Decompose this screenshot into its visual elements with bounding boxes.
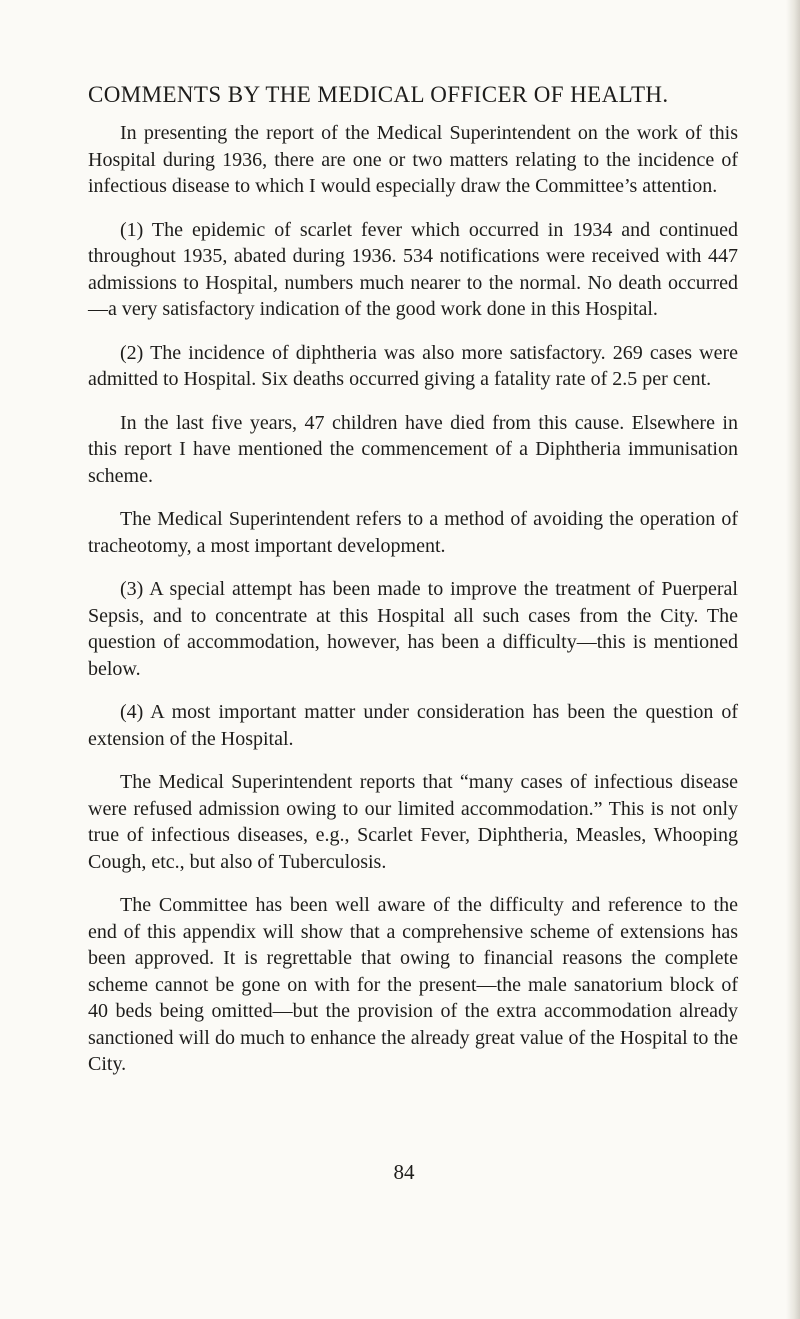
paragraph-puerperal-sepsis: (3) A special attempt has been made to improve the treatment of Puerperal Sepsis, and to concentrate at this Hospital all such cases from the City. The question of accommodation, however, has been a difficulty—this is mentioned below. [88, 578, 738, 680]
paragraph-extension: (4) A most important matter under consideration has been the question of extension of the Hospital. [88, 701, 738, 750]
body-text [88, 120, 738, 1095]
paragraph-intro: In presenting the report of the Medical Superintendent on the work of this Hospital during 1936, there are one or two matters relating to the incidence of infectious disease to which I would especially draw the Committee’s attention. [88, 122, 738, 197]
page-edge-shadow [786, 0, 800, 1319]
paragraph-scarlet-fever: (1) The epidemic of scarlet fever which occurred in 1934 and continued throughout 1935, abated during 1936. 534 notifications were received with 447 admissions to Hospital, numbers much nearer to the normal. No death occurred—a very satisfactory indication of the good work done in this Hospital. [88, 218, 738, 320]
page-number: 84 [393, 1160, 415, 1184]
paragraph-extensions-scheme: The Committee has been well aware of the difficulty and reference to the end of this appendix will show that a comprehensive scheme of extensions has been approved. It is regrettable that owing to financial reasons the complete scheme cannot be gone on with for the present—the male sanatorium block of 40 beds being omitted—but the provision of the extra accommodation already sanctioned will do much to enhance the already great value of the Hospital to the City. [88, 894, 738, 1075]
paragraph-diphtheria: (2) The incidence of diphtheria was also more satisfactory. 269 cases were admitted to Hospital. Six deaths occurred giving a fatality rate of 2.5 per cent. [88, 341, 738, 390]
page-heading: COMMENTS BY THE MEDICAL OFFICER OF HEALTH. [88, 82, 669, 107]
paragraph-accommodation: The Medical Superintendent reports that “many cases of infectious disease were refused admission owing to our limited accommodation.” This is not only true of infectious diseases, e.g., Scarlet Fever, Diphtheria, Measles, Whooping Cough, etc., but also of Tuberculosis. [88, 771, 738, 873]
paragraph-tracheotomy: The Medical Superintendent refers to a method of avoiding the operation of tracheotomy, a most important development. [88, 508, 738, 557]
paragraph-diphtheria-deaths: In the last five years, 47 children have died from this cause. Elsewhere in this report I have mentioned the commencement of a Diphtheria immunisation scheme. [88, 411, 738, 487]
